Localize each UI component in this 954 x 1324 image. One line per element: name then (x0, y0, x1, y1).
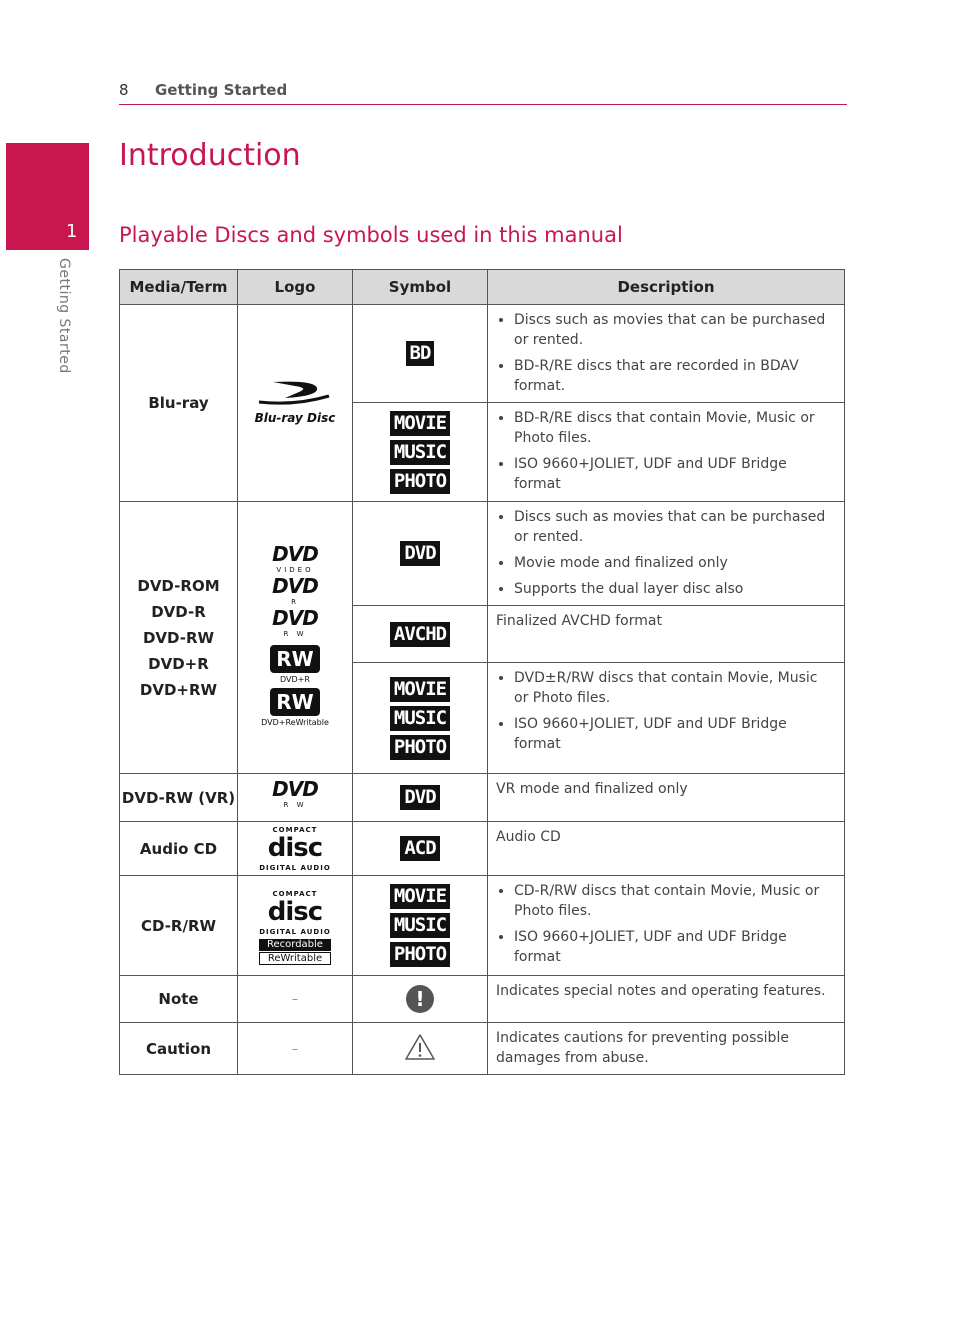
description-cell (488, 1023, 845, 1075)
bd-symbol: BD (406, 341, 435, 366)
media-name: DVD-RW (142, 628, 215, 647)
logo-cell (238, 976, 353, 1023)
description-cell (488, 822, 845, 876)
music-symbol: MUSIC (390, 706, 450, 731)
table-row (120, 305, 845, 403)
dvd-video-logo: DVD VIDEO (272, 541, 318, 574)
description-text: Finalized AVCHD format (496, 613, 662, 629)
list-item: • ISO 9660+JOLIET, UDF and UDF Bridge format (514, 714, 836, 754)
description-cell (488, 305, 845, 403)
media-name: DVD+R (148, 654, 209, 673)
dvd-plus-rw-logo: RW DVD+ReWritable (261, 689, 329, 727)
chapter-number: 1 (66, 221, 78, 242)
logo-cell (238, 822, 353, 876)
symbol-cell (353, 876, 488, 976)
media-name: DVD-ROM (137, 576, 220, 595)
list-item: • ISO 9660+JOLIET, UDF and UDF Bridge format (514, 927, 836, 967)
media-cell: DVD-RW (VR) (120, 774, 238, 822)
symbol-cell (353, 663, 488, 774)
movie-symbol: MOVIE (390, 411, 450, 436)
symbol-cell (353, 403, 488, 502)
music-symbol: MUSIC (390, 440, 450, 465)
description-text: VR mode and finalized only (496, 781, 688, 797)
list-item: • BD-R/RE discs that are recorded in BDAV format. (514, 356, 836, 396)
symbol-cell (353, 305, 488, 403)
dvd-rw-logo: DVD R W (272, 605, 318, 638)
list-item: • BD-R/RE discs that contain Movie, Music or Photo files. (514, 408, 836, 448)
dvd-r-logo: DVD R (272, 573, 318, 606)
description-cell (488, 403, 845, 502)
media-cell: Caution (120, 1023, 238, 1075)
empty-logo: – (292, 1041, 298, 1056)
table-row (120, 1023, 845, 1075)
compact-disc-recordable-logo: COMPACT disc DIGITAL AUDIO Recordable ReWritable (259, 889, 331, 964)
photo-symbol: PHOTO (390, 942, 450, 967)
table-row (120, 876, 845, 976)
symbol-cell (353, 1023, 488, 1075)
section-title: Playable Discs and symbols used in this manual (119, 223, 623, 247)
header-cell: Description (488, 270, 845, 305)
description-text: Indicates cautions for preventing possible damages from abuse. (496, 1030, 789, 1066)
description-cell (488, 774, 845, 822)
media-cell: CD-R/RW (120, 876, 238, 976)
page-title: Introduction (119, 138, 301, 173)
media-cell: Note (120, 976, 238, 1023)
media-cell (120, 502, 238, 774)
logo-cell (238, 774, 353, 822)
logo-cell (238, 305, 353, 502)
header-cell: Media/Term (120, 270, 238, 305)
media-name: DVD-R (151, 602, 206, 621)
description-text: Audio CD (496, 829, 561, 845)
description-cell (488, 876, 845, 976)
music-symbol: MUSIC (390, 913, 450, 938)
symbol-cell (353, 822, 488, 876)
dvd-plus-r-logo: RW DVD+R (239, 645, 351, 684)
list-item: • DVD±R/RW discs that contain Movie, Music or Photo files. (514, 668, 836, 708)
page-number: 8 (119, 81, 129, 99)
dvd-symbol: DVD (400, 785, 439, 810)
header-cell: Logo (238, 270, 353, 305)
movie-symbol: MOVIE (390, 677, 450, 702)
avchd-symbol: AVCHD (390, 622, 450, 647)
list-item: • Discs such as movies that can be purchased or rented. (514, 310, 836, 350)
chapter-label: Getting Started (56, 258, 72, 374)
warning-triangle-icon (404, 1049, 436, 1065)
bluray-logo-text: Blu-ray Disc (254, 411, 336, 425)
header-cell: Symbol (353, 270, 488, 305)
media-cell: Blu-ray (120, 305, 238, 502)
photo-symbol: PHOTO (390, 469, 450, 494)
header-rule (119, 104, 847, 105)
bluray-logo (255, 380, 336, 426)
table-header-row (120, 270, 845, 305)
media-name: DVD+RW (139, 680, 218, 699)
media-cell: Audio CD (120, 822, 238, 876)
dvd-symbol: DVD (400, 541, 439, 566)
photo-symbol: PHOTO (390, 735, 450, 760)
description-cell (488, 502, 845, 606)
bluray-swoosh-icon (255, 375, 335, 415)
table-row (120, 502, 845, 606)
symbol-cell (353, 502, 488, 606)
list-item: • ISO 9660+JOLIET, UDF and UDF Bridge format (514, 454, 836, 494)
running-header: Getting Started (155, 81, 288, 99)
list-item: • CD-R/RW discs that contain Movie, Music or Photo files. (514, 881, 836, 921)
acd-symbol: ACD (400, 836, 439, 861)
table-row (120, 774, 845, 822)
note-icon: ! (406, 985, 434, 1013)
table-row (120, 976, 845, 1023)
description-cell (488, 976, 845, 1023)
symbol-cell (353, 976, 488, 1023)
symbol-cell (353, 774, 488, 822)
description-cell (488, 606, 845, 663)
list-item: • Discs such as movies that can be purchased or rented. (514, 507, 836, 547)
description-cell (488, 663, 845, 774)
symbol-cell (353, 606, 488, 663)
list-item: • Supports the dual layer disc also (514, 579, 836, 599)
logo-cell (238, 876, 353, 976)
empty-logo: – (292, 992, 298, 1006)
movie-symbol: MOVIE (390, 884, 450, 909)
table-row (120, 822, 845, 876)
logo-cell (238, 502, 353, 774)
list-item: • Movie mode and finalized only (514, 553, 836, 573)
description-text: Indicates special notes and operating features. (496, 983, 826, 999)
logo-cell (238, 1023, 353, 1075)
disc-table (119, 269, 845, 1075)
compact-disc-logo: COMPACT disc DIGITAL AUDIO (259, 826, 331, 872)
dvd-rw-logo: DVD R W (272, 777, 318, 809)
